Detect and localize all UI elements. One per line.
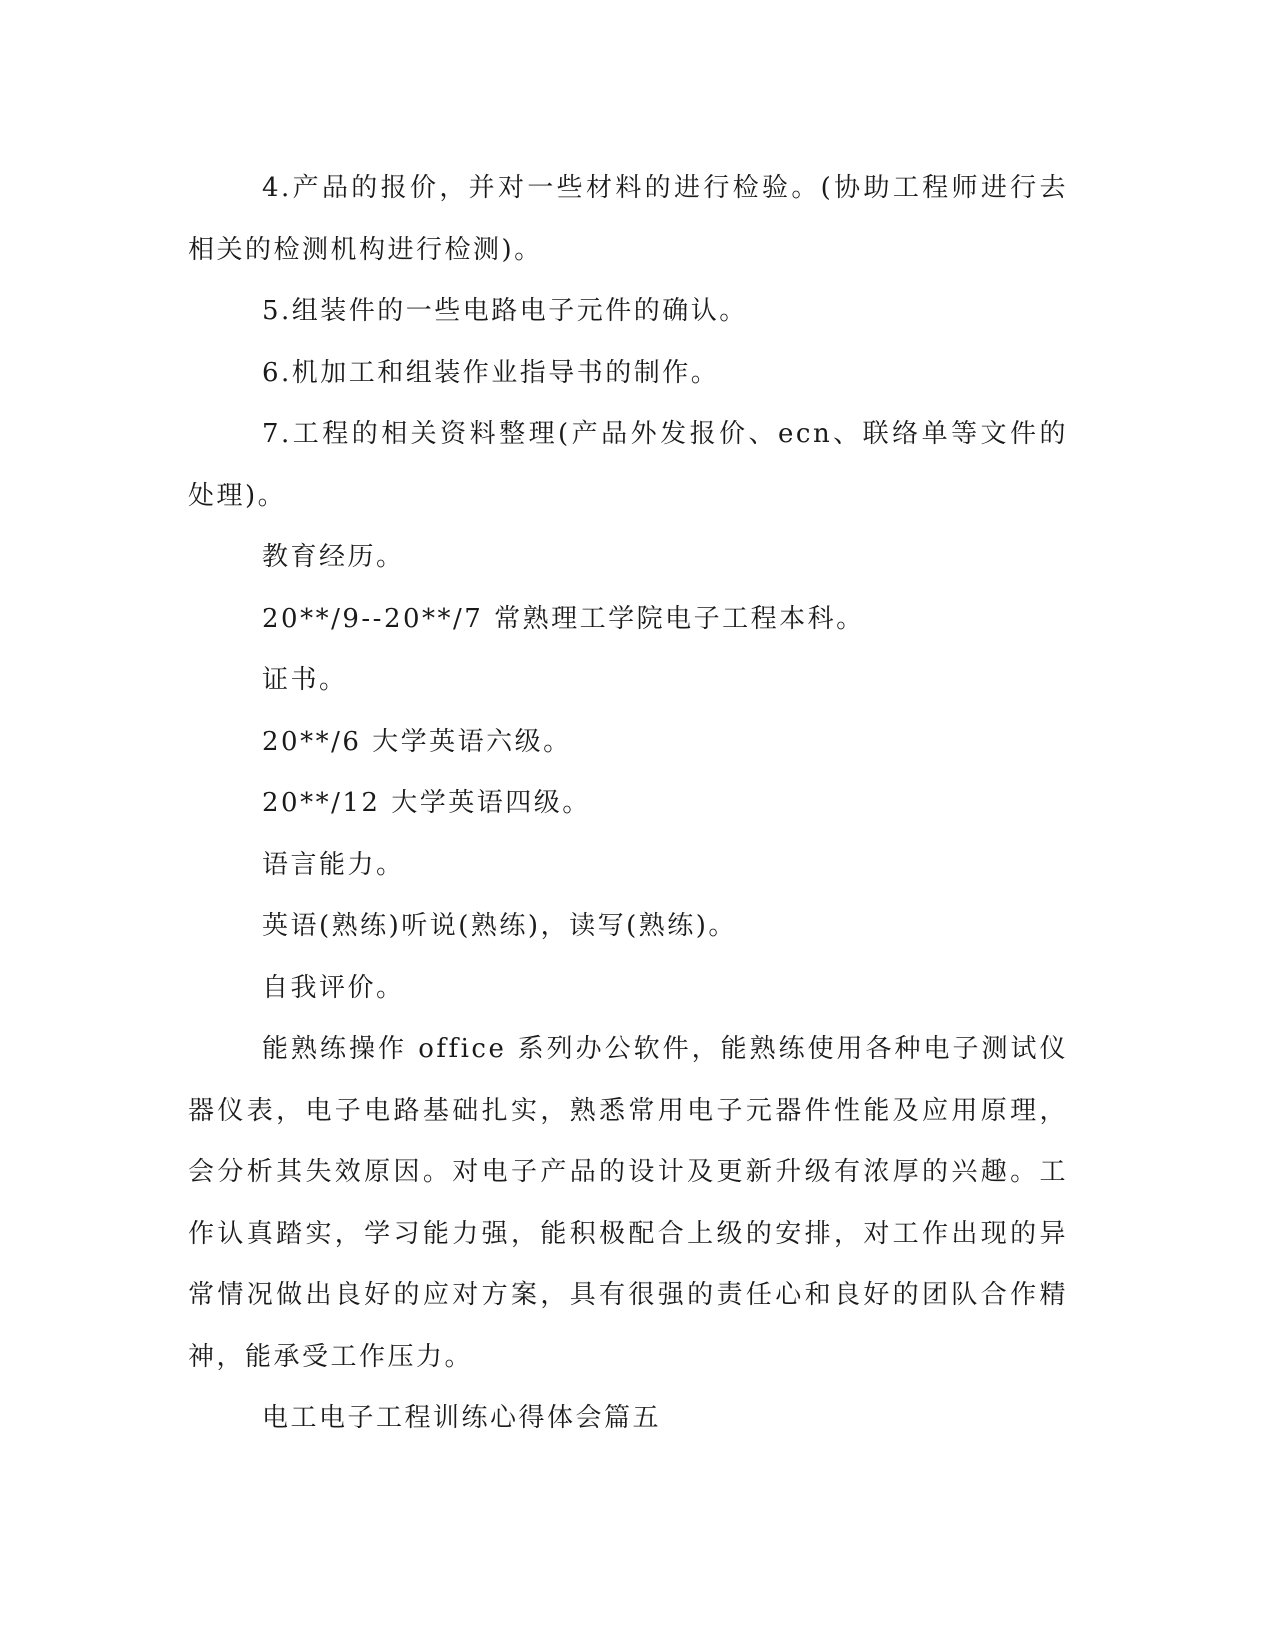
paragraph-item-7-documents: 7.工程的相关资料整理(产品外发报价、ecn、联络单等文件的处理)。 [188,419,1068,511]
self-evaluation-text: 能熟练操作 office 系列办公软件，能熟练使用各种电子测试仪器仪表，电子电路基础扎实，熟悉常用电子元器件性能及应用原理，会分析其失效原因。对电子产品的设计及更新升级有浓厚的兴趣。工作认真踏实，学习能力强，能积极配合上级的安排，对工作出现的异常情况做出良好的应对方案，具有很强的责任心和良好的团队合作精神，能承受工作压力。 [188,1034,1068,1372]
paragraph-item-5-components: 5.组装件的一些电路电子元件的确认。 [262,296,748,326]
document-body [188,158,1068,1450]
section-heading-education: 教育经历。 [262,542,405,572]
language-entry: 英语(熟练)听说(熟练)，读写(熟练)。 [262,911,737,941]
section-heading-language: 语言能力。 [262,849,405,880]
paragraph-item-4-quotation: 4.产品的报价，并对一些材料的进行检验。(协助工程师进行去相关的检测机构进行检测)。 [188,173,1068,265]
education-entry: 20**/9--20**/7 常熟理工学院电子工程本科。 [262,603,865,634]
paragraph-item-6-instructions: 6.机加工和组装作业指导书的制作。 [262,357,720,388]
certificate-entry-cet6: 20**/6 大学英语六级。 [262,726,572,757]
section-heading-certificates: 证书。 [262,665,348,695]
section-heading-self-evaluation: 自我评价。 [262,972,405,1003]
next-article-heading: 电工电子工程训练心得体会篇五 [262,1403,662,1433]
certificate-entry-cet4: 20**/12 大学英语四级。 [262,788,591,818]
